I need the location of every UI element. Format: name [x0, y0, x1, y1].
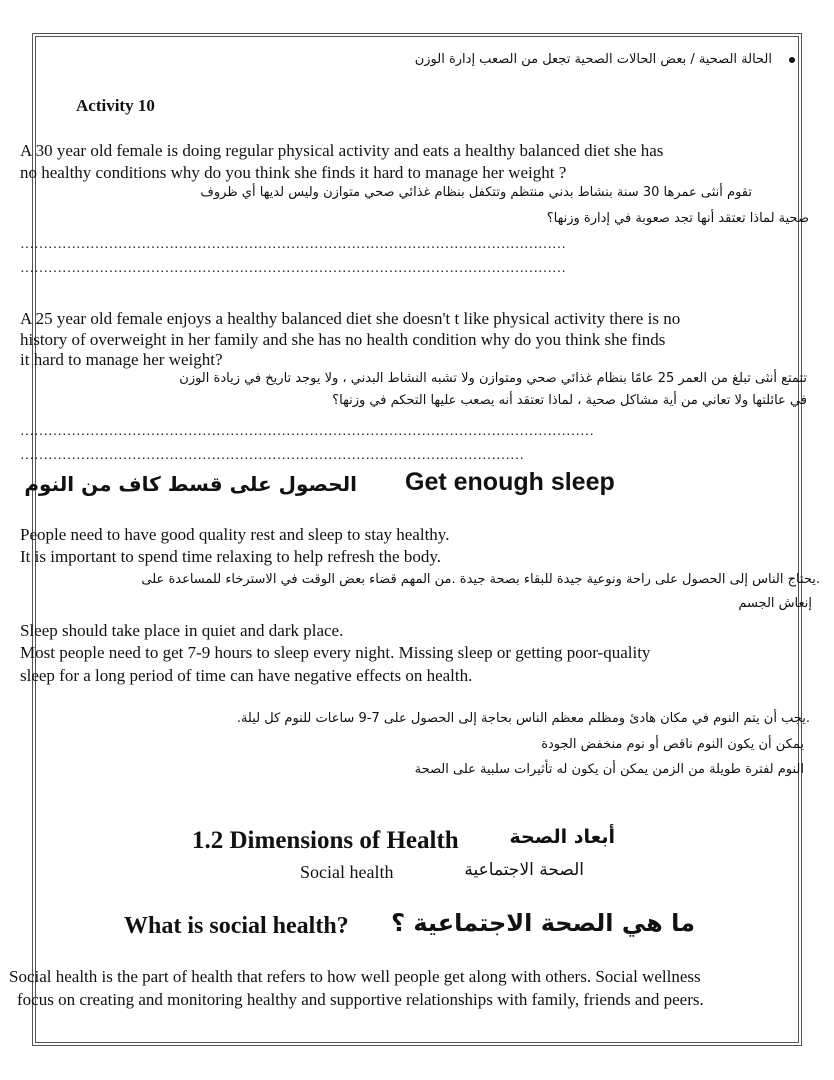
bullet-icon [789, 57, 795, 63]
q1-answer-line2[interactable]: ……………………………………………………………………………………………………… [20, 262, 566, 276]
social-body-line1: Social health is the part of health that refers to how well people get along with others. Social wellness [9, 967, 701, 986]
sleep-heading-ar: الحصول على قسط كاف من النوم [24, 472, 357, 496]
social-health-sub-ar: الصحة الاجتماعية [464, 860, 584, 880]
q1-ar-line1: تقوم أنثى عمرها 30 سنة بنشاط بدني منتظم وتتكفل بنظام غذائي صحي متوازن وليس لديها أي ظروف [200, 185, 752, 200]
sleep-p2-line2: Most people need to get 7-9 hours to sleep every night. Missing sleep or getting poor-quality [20, 643, 651, 662]
q2-en-line2: history of overweight in her family and she has no health condition why do you think she finds [20, 330, 666, 349]
sleep-p1-line1: People need to have good quality rest and sleep to stay healthy. [20, 525, 450, 544]
sleep-ar2-line1: .يجب أن يتم النوم في مكان هادئ ومظلم معظم الناس بحاجة إلى الحصول على 7-9 ساعات للنوم كل ليلة. [236, 711, 810, 726]
sleep-ar1-line2: إنعاش الجسم [738, 596, 812, 611]
sleep-p1-line2: It is important to spend time relaxing to help refresh the body. [20, 547, 441, 566]
q1-en-line1: A 30 year old female is doing regular physical activity and eats a healthy balanced diet she has [20, 141, 664, 160]
q2-ar-line1: تتمتع أنثى تبلغ من العمر 25 عامًا بنظام غذائي صحي ومتوازن ولا تشبه النشاط البدني ، ولا يوجد تاريخ في زيادة الوزن [179, 371, 807, 386]
sleep-heading-en: Get enough sleep [405, 468, 615, 496]
activity-title: Activity 10 [76, 96, 155, 115]
q1-answer-line1[interactable]: ……………………………………………………………………………………………………… [20, 238, 566, 252]
sleep-p2-line3: sleep for a long period of time can have negative effects on health. [20, 666, 473, 685]
dimensions-heading-en: 1.2 Dimensions of Health [192, 827, 459, 854]
q1-en-line2: no healthy conditions why do you think she finds it hard to manage her weight ? [20, 163, 567, 182]
social-question-ar: ما هي الصحة الاجتماعية ؟ [391, 909, 695, 937]
q2-en-line3: it hard to manage her weight? [20, 350, 223, 369]
q2-ar-line2: في عائلتها ولا تعاني من أية مشاكل صحية ، لماذا تعتقد أنه يصعب عليها التحكم في وزنها؟ [332, 393, 807, 408]
social-health-sub-en: Social health [300, 862, 394, 882]
sleep-p2-line1: Sleep should take place in quiet and dark place. [20, 621, 344, 640]
sleep-ar1-line1: .يحتاج الناس إلى الحصول على راحة ونوعية جيدة للبقاء بصحة جيدة .من المهم قضاء بعض الوقت في الاسترخاء للمساعدة على [141, 572, 820, 587]
social-question-en: What is social health? [124, 913, 349, 939]
social-body-line2: focus on creating and monitoring healthy and supportive relationships with family, friends and peers. [17, 990, 704, 1009]
sleep-ar2-line2: يمكن أن يكون النوم ناقص أو نوم منخفض الجودة [541, 737, 804, 752]
sleep-ar2-line3: النوم لفترة طويلة من الزمن يمكن أن يكون له تأثيرات سلبية على الصحة [414, 762, 804, 777]
dimensions-heading-ar: أبعاد الصحة [509, 826, 615, 848]
q1-ar-line2: صحية لماذا تعتقد أنها تجد صعوبة في إدارة وزنها؟ [546, 211, 809, 226]
q2-en-line1: A 25 year old female enjoys a healthy balanced diet she doesn't t like physical activity there is no [20, 309, 681, 328]
q2-answer-line2[interactable]: ……………………………………………………………………………………………… [20, 449, 524, 463]
q2-answer-line1[interactable]: …………………………………………………………………………………………………………… [20, 425, 594, 439]
bullet-text: الحالة الصحية / بعض الحالات الصحية تجعل من الصعب إدارة الوزن [414, 52, 772, 67]
